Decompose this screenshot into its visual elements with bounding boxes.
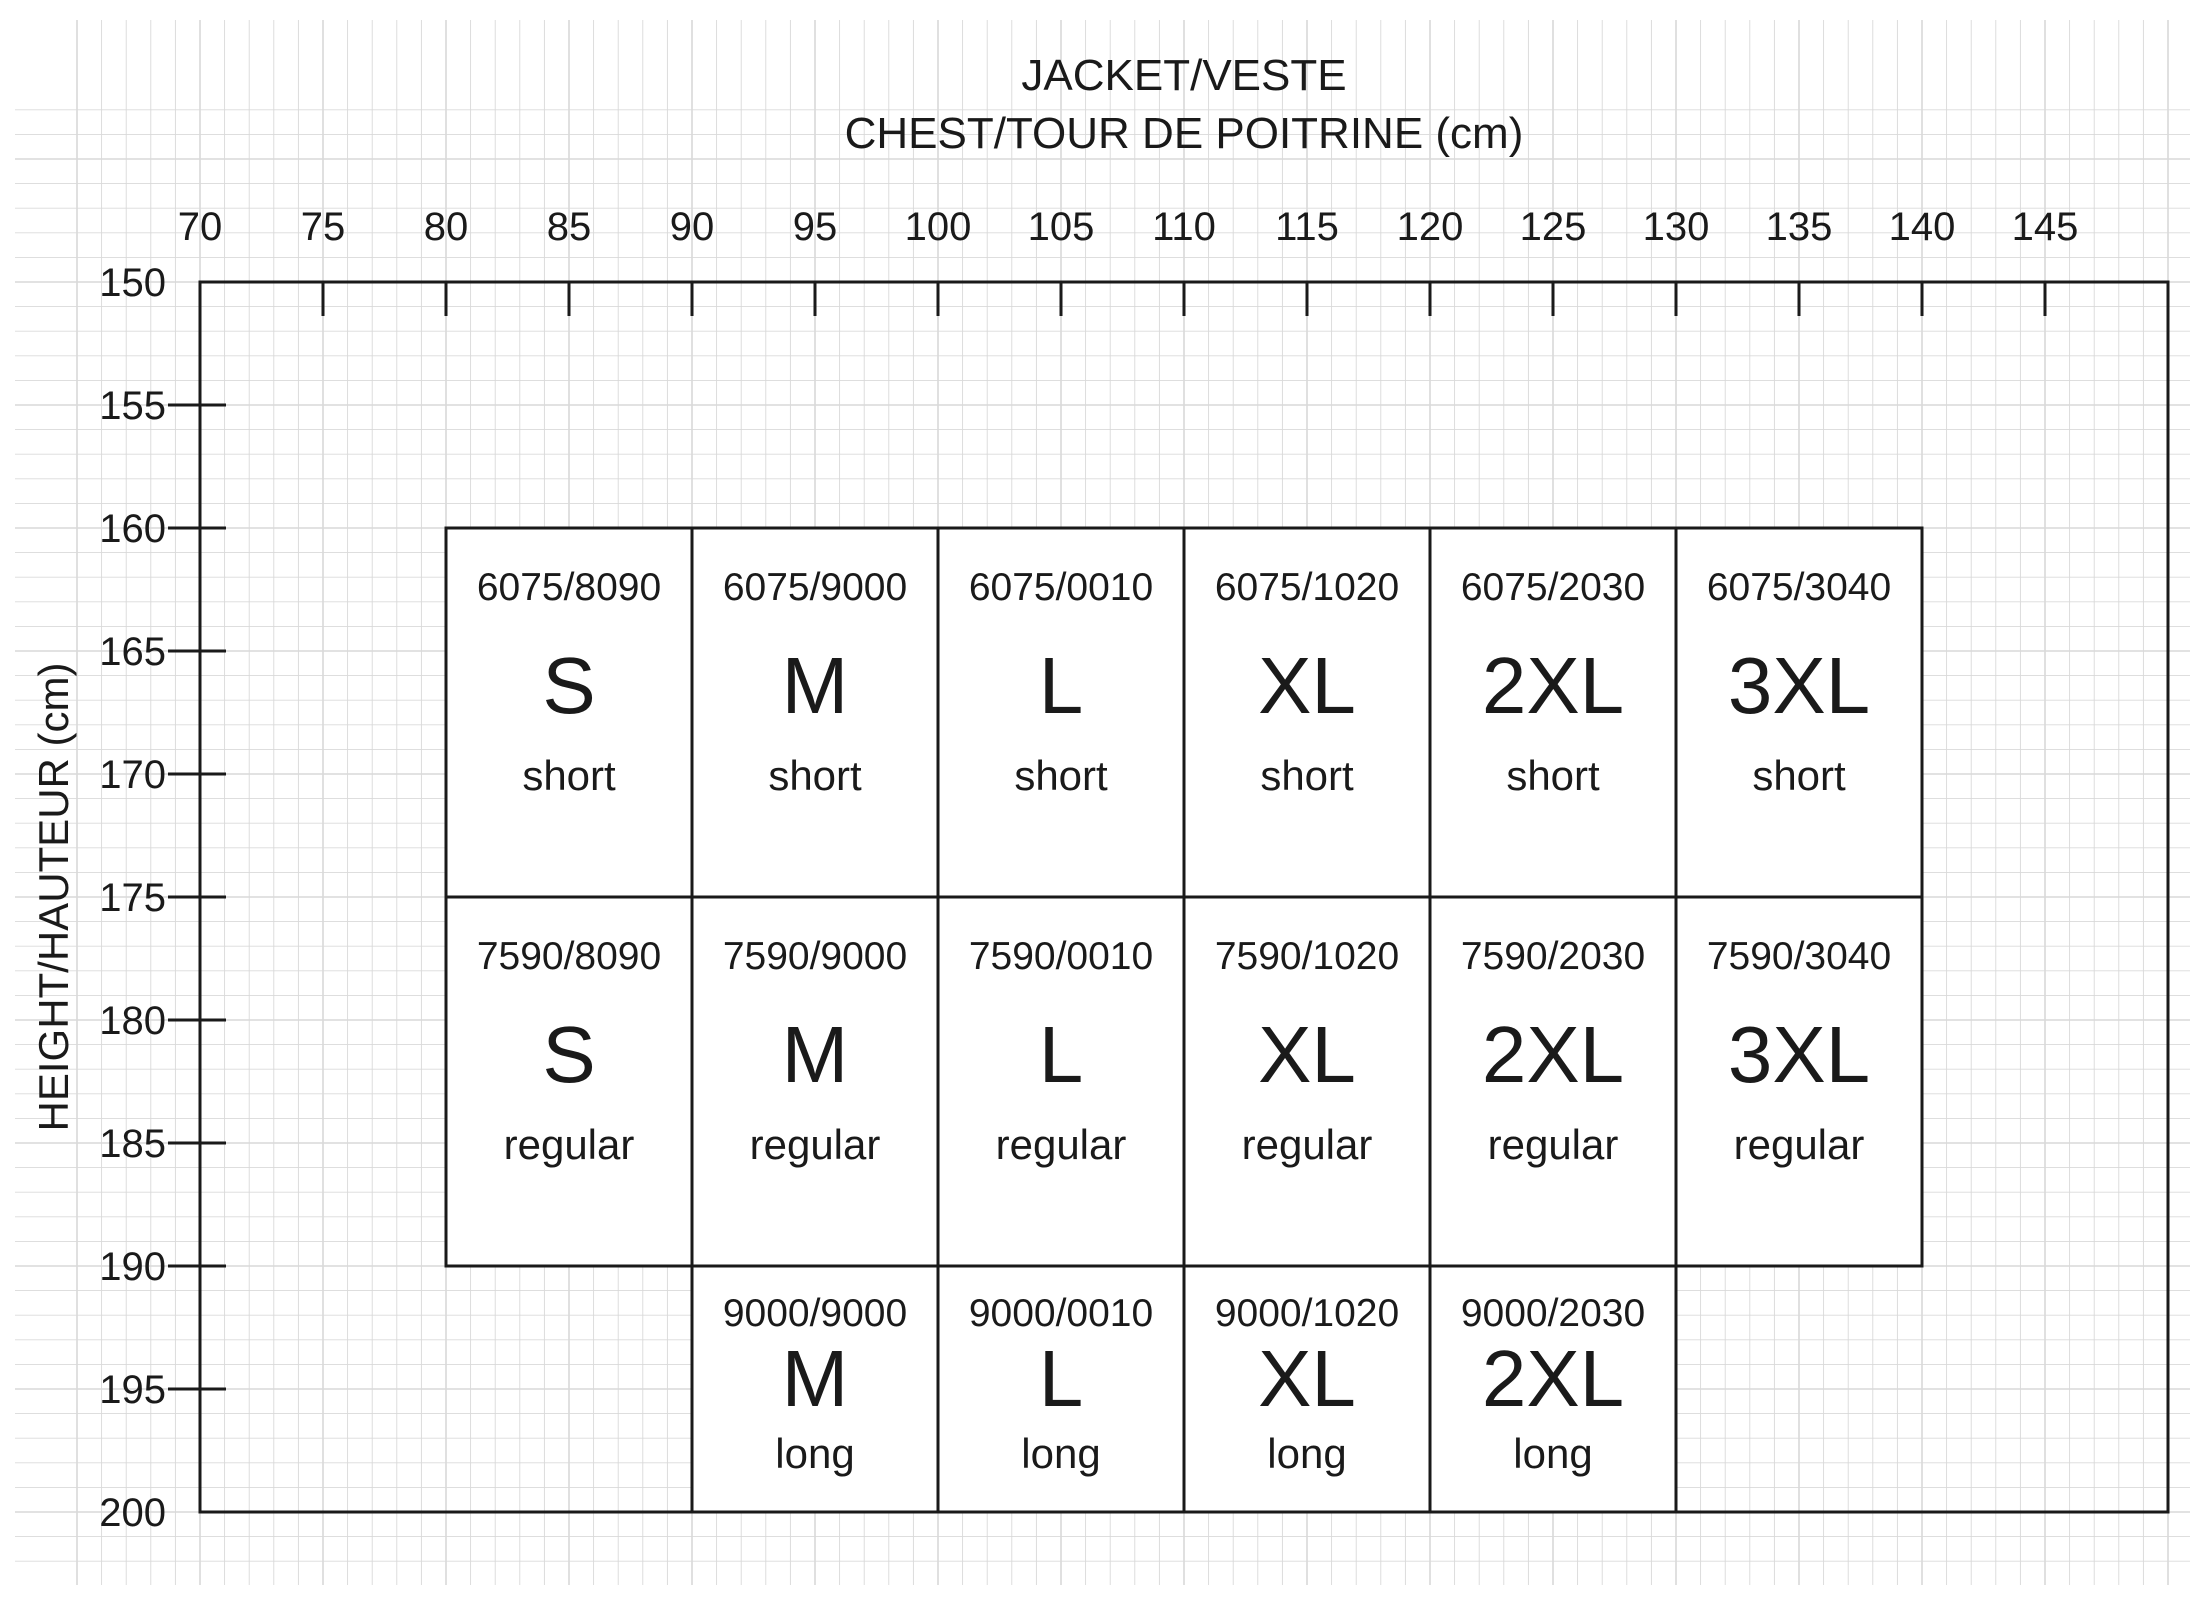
article-code: 7590/0010 xyxy=(968,935,1154,978)
fit-label: long xyxy=(1513,1430,1593,1477)
size-cell xyxy=(1184,897,1430,1266)
size-cell xyxy=(1184,1266,1430,1512)
y-tick-label: 180 xyxy=(99,999,166,1043)
article-code: 9000/1020 xyxy=(1214,1292,1400,1335)
size-cell xyxy=(1430,1266,1676,1512)
fit-label: long xyxy=(1267,1430,1347,1477)
article-code: 6075/8090 xyxy=(476,566,662,609)
article-code: 6075/9000 xyxy=(722,566,908,609)
size-cell xyxy=(938,528,1184,897)
y-tick-label: 150 xyxy=(99,261,166,305)
size-cell xyxy=(1676,897,1922,1266)
size-cell xyxy=(446,528,692,897)
y-tick-label: 170 xyxy=(99,753,166,797)
y-tick-label: 185 xyxy=(99,1122,166,1166)
fit-label: short xyxy=(1506,752,1600,799)
fit-label: short xyxy=(768,752,862,799)
size-label: L xyxy=(1038,1334,1084,1423)
size-cell xyxy=(692,1266,938,1512)
size-label: M xyxy=(781,641,849,730)
fit-label: short xyxy=(1752,752,1846,799)
x-tick-label: 95 xyxy=(792,205,838,249)
fit-label: regular xyxy=(1733,1121,1865,1168)
size-cell xyxy=(1430,528,1676,897)
size-cell xyxy=(692,897,938,1266)
size-label: S xyxy=(542,641,596,730)
size-label: 2XL xyxy=(1481,641,1625,730)
x-tick-label: 120 xyxy=(1396,205,1464,249)
article-code: 9000/2030 xyxy=(1460,1292,1646,1335)
article-code: 6075/1020 xyxy=(1214,566,1400,609)
fit-label: regular xyxy=(503,1121,635,1168)
x-tick-label: 130 xyxy=(1642,205,1710,249)
x-tick-label: 110 xyxy=(1152,205,1216,249)
article-code: 7590/8090 xyxy=(476,935,662,978)
y-tick-label: 190 xyxy=(99,1245,166,1289)
x-axis-label: CHEST/TOUR DE POITRINE (cm) xyxy=(844,109,1524,158)
article-code: 9000/9000 xyxy=(722,1292,908,1335)
fit-label: short xyxy=(1014,752,1108,799)
x-tick-label: 80 xyxy=(423,205,469,249)
article-code: 7590/3040 xyxy=(1706,935,1892,978)
x-tick-label: 105 xyxy=(1027,205,1095,249)
article-code: 7590/1020 xyxy=(1214,935,1400,978)
x-tick-label: 115 xyxy=(1275,205,1339,249)
article-code: 7590/2030 xyxy=(1460,935,1646,978)
y-tick-label: 195 xyxy=(99,1368,166,1412)
article-code: 6075/0010 xyxy=(968,566,1154,609)
y-axis-label: HEIGHT/HAUTEUR (cm) xyxy=(30,662,77,1132)
x-tick-label: 125 xyxy=(1519,205,1587,249)
chart-title: JACKET/VESTE xyxy=(1021,51,1347,100)
x-tick-label: 145 xyxy=(2011,205,2079,249)
fit-label: regular xyxy=(1487,1121,1619,1168)
y-tick-label: 155 xyxy=(99,384,166,428)
size-label: L xyxy=(1038,641,1084,730)
x-tick-label: 140 xyxy=(1888,205,1956,249)
size-label: XL xyxy=(1258,1334,1356,1423)
x-tick-label: 100 xyxy=(904,205,972,249)
size-label: M xyxy=(781,1010,849,1099)
y-tick-label: 175 xyxy=(99,876,166,920)
y-axis xyxy=(99,261,226,1535)
size-label: XL xyxy=(1258,641,1356,730)
article-code: 7590/9000 xyxy=(722,935,908,978)
fit-label: long xyxy=(775,1430,855,1477)
size-label: 3XL xyxy=(1727,641,1871,730)
y-tick-label: 200 xyxy=(99,1491,166,1535)
x-tick-label: 135 xyxy=(1765,205,1833,249)
size-cell xyxy=(938,897,1184,1266)
article-code: 9000/0010 xyxy=(968,1292,1154,1335)
fit-label: short xyxy=(1260,752,1354,799)
size-cell xyxy=(446,897,692,1266)
y-tick-label: 160 xyxy=(99,507,166,551)
fit-label: regular xyxy=(749,1121,881,1168)
size-cell xyxy=(1676,528,1922,897)
x-axis xyxy=(178,205,2079,316)
fit-label: short xyxy=(522,752,616,799)
size-label: 2XL xyxy=(1481,1334,1625,1423)
size-cell xyxy=(692,528,938,897)
y-tick-label: 165 xyxy=(99,630,166,674)
fit-label: regular xyxy=(1241,1121,1373,1168)
x-tick-label: 85 xyxy=(546,205,592,249)
size-label: L xyxy=(1038,1010,1084,1099)
article-code: 6075/3040 xyxy=(1706,566,1892,609)
size-cell xyxy=(1430,897,1676,1266)
fit-label: regular xyxy=(995,1121,1127,1168)
size-label: XL xyxy=(1258,1010,1356,1099)
x-tick-label: 70 xyxy=(177,205,223,249)
x-tick-label: 90 xyxy=(669,205,715,249)
size-cell xyxy=(938,1266,1184,1512)
size-label: 2XL xyxy=(1481,1010,1625,1099)
size-cell xyxy=(1184,528,1430,897)
article-code: 6075/2030 xyxy=(1460,566,1646,609)
size-label: M xyxy=(781,1334,849,1423)
x-tick-label: 75 xyxy=(300,205,346,249)
size-label: S xyxy=(542,1010,596,1099)
size-label: 3XL xyxy=(1727,1010,1871,1099)
fit-label: long xyxy=(1021,1430,1101,1477)
